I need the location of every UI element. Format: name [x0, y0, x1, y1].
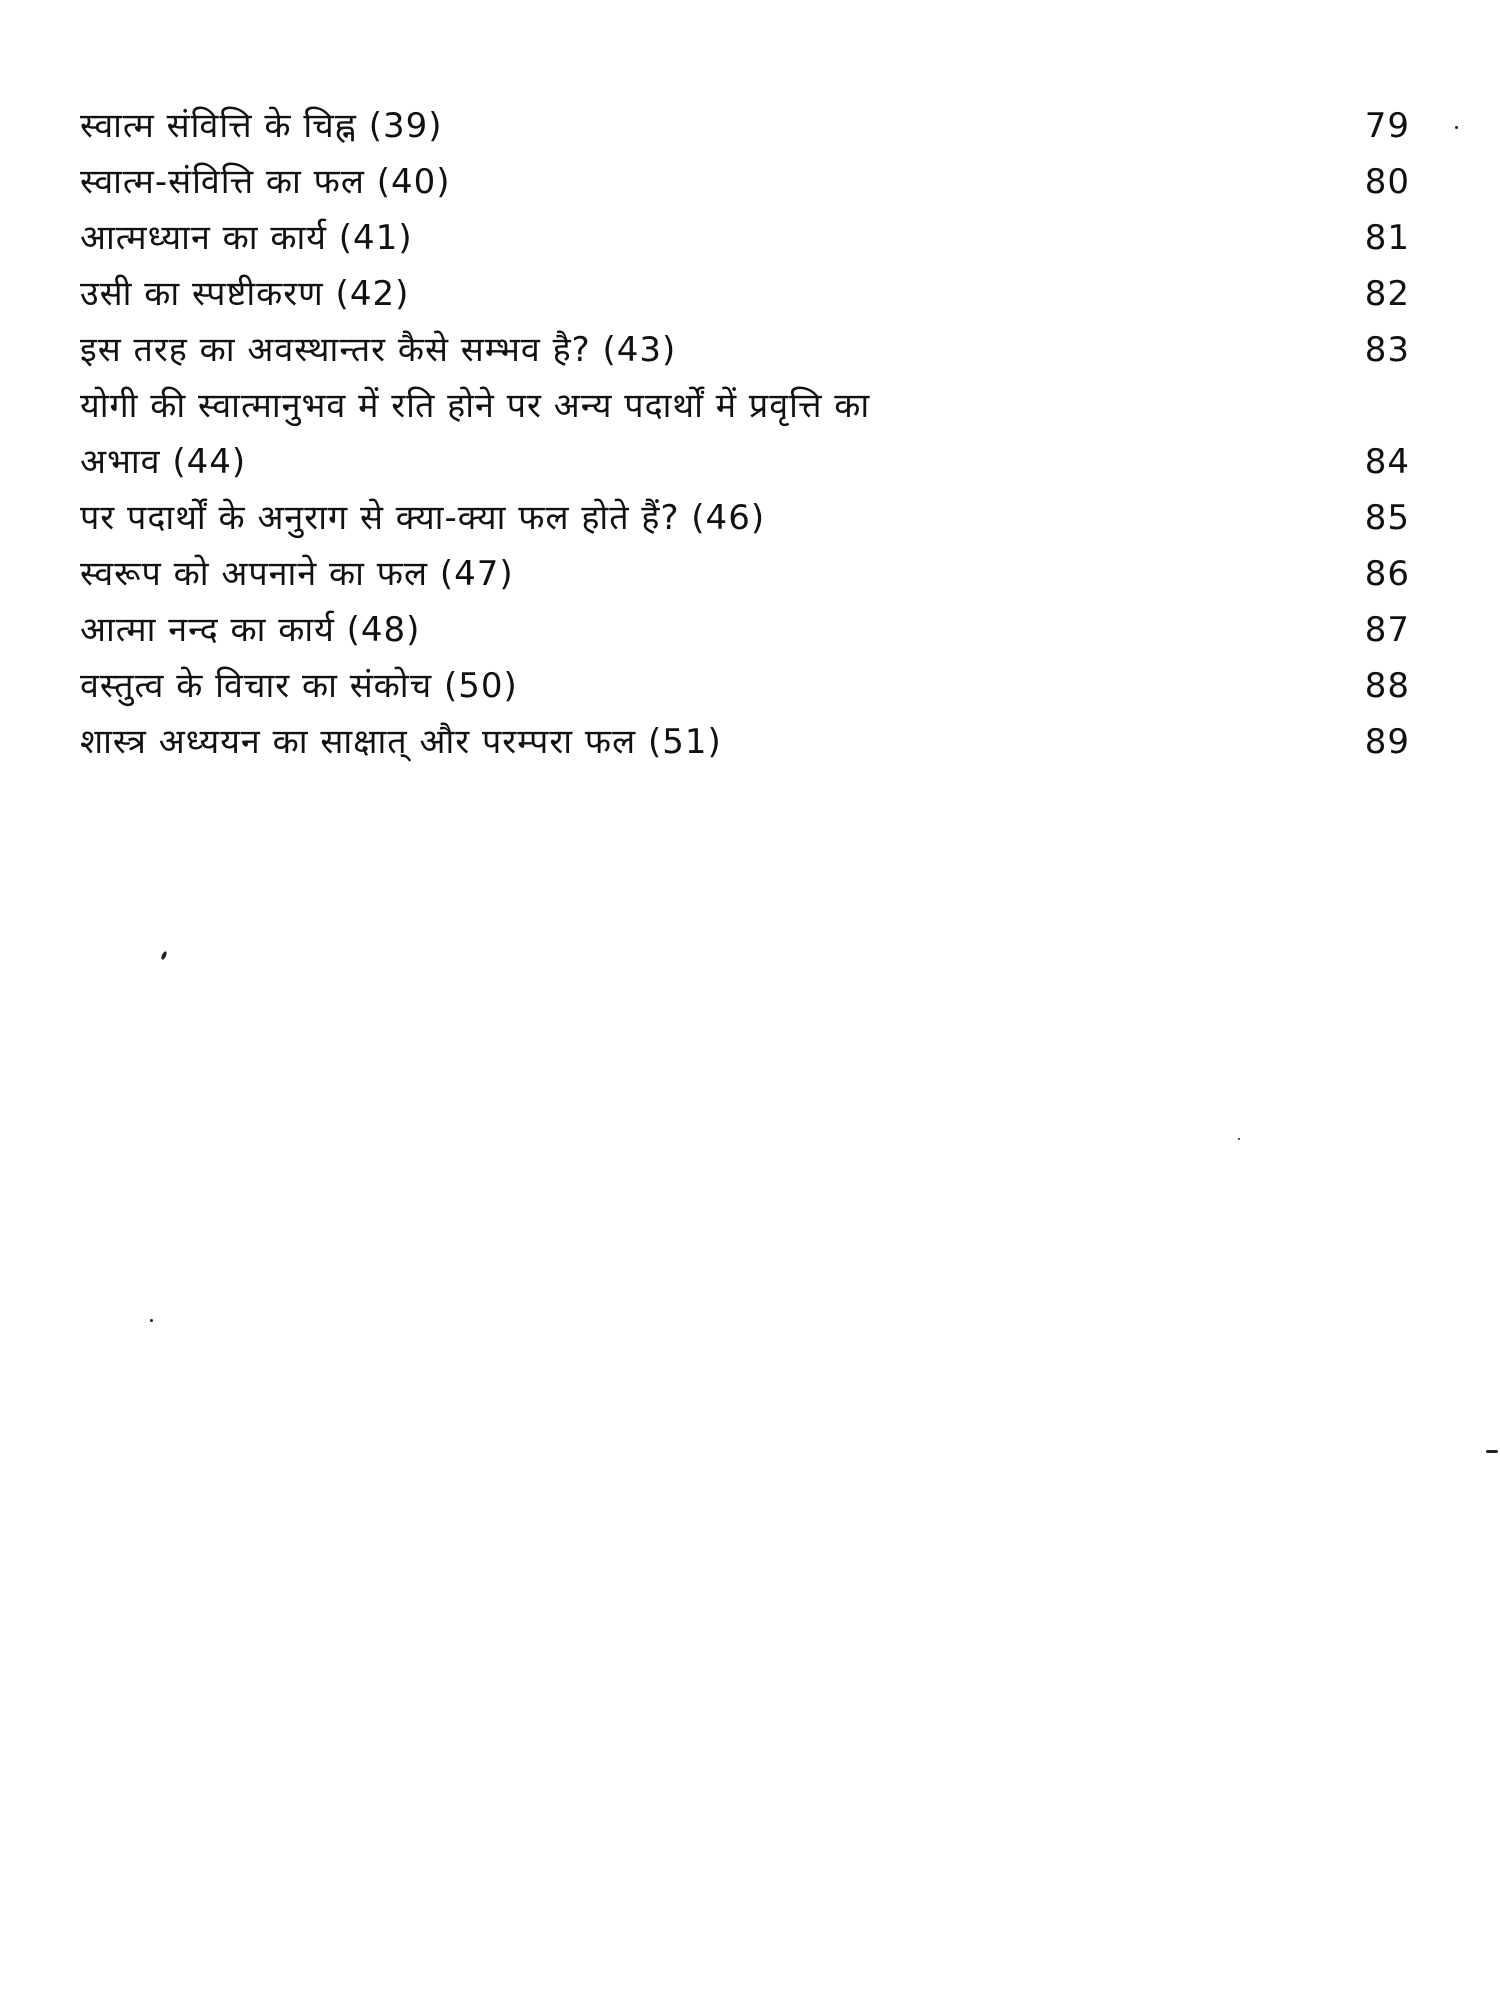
toc-entry-title: स्वरूप को अपनाने का फल (47) — [80, 554, 514, 594]
toc-entry-page: 83 — [1364, 330, 1410, 370]
toc-entry-title: शास्त्र अध्ययन का साक्षात् और परम्परा फल (51) — [80, 722, 722, 762]
toc-entry-page: 79 — [1364, 106, 1410, 146]
toc-entry-title: आत्मध्यान का कार्य (41) — [80, 218, 413, 258]
toc-entry — [80, 658, 1410, 714]
toc-entry-page: 89 — [1364, 722, 1410, 762]
toc-entry — [80, 378, 1410, 490]
toc-entry-page: 88 — [1364, 666, 1410, 706]
toc-entry-page: 80 — [1364, 162, 1410, 202]
toc-entry — [80, 322, 1410, 378]
toc-entry-page: 87 — [1364, 610, 1410, 650]
scan-speck — [1455, 126, 1458, 129]
scan-speck — [150, 1319, 153, 1322]
scan-speck — [1238, 1138, 1240, 1140]
toc-entry — [80, 490, 1410, 546]
toc-entry-title: उसी का स्पष्टीकरण (42) — [80, 274, 410, 314]
toc-entry-page: 82 — [1364, 274, 1410, 314]
table-of-contents — [80, 98, 1410, 770]
toc-entry — [80, 546, 1410, 602]
toc-entry — [80, 266, 1410, 322]
toc-entry-page: 81 — [1364, 218, 1410, 258]
toc-entry-page: 86 — [1364, 554, 1410, 594]
toc-entry-title: आत्मा नन्द का कार्य (48) — [80, 610, 421, 650]
toc-entry-title: योगी की स्वात्मानुभव में रति होने पर अन्य पदार्थों में प्रवृत्ति का अभाव (44) — [80, 386, 871, 482]
toc-entry-page: 84 — [1364, 442, 1410, 482]
toc-entry-page: 85 — [1364, 498, 1410, 538]
toc-entry-title: स्वात्म संवित्ति के चिह्न (39) — [80, 106, 443, 146]
toc-entry — [80, 210, 1410, 266]
scan-speck — [160, 951, 167, 961]
toc-entry — [80, 154, 1410, 210]
toc-entry — [80, 98, 1410, 154]
toc-entry-title: वस्तुत्व के विचार का संकोच (50) — [80, 666, 518, 706]
toc-entry-title: स्वात्म-संवित्ति का फल (40) — [80, 162, 451, 202]
toc-entry — [80, 714, 1410, 770]
toc-entry — [80, 602, 1410, 658]
scan-speck — [1486, 1450, 1498, 1453]
toc-entry-title: इस तरह का अवस्थान्तर कैसे सम्भव है? (43) — [80, 330, 677, 370]
toc-entry-title: पर पदार्थों के अनुराग से क्या-क्या फल होते हैं? (46) — [80, 498, 766, 538]
